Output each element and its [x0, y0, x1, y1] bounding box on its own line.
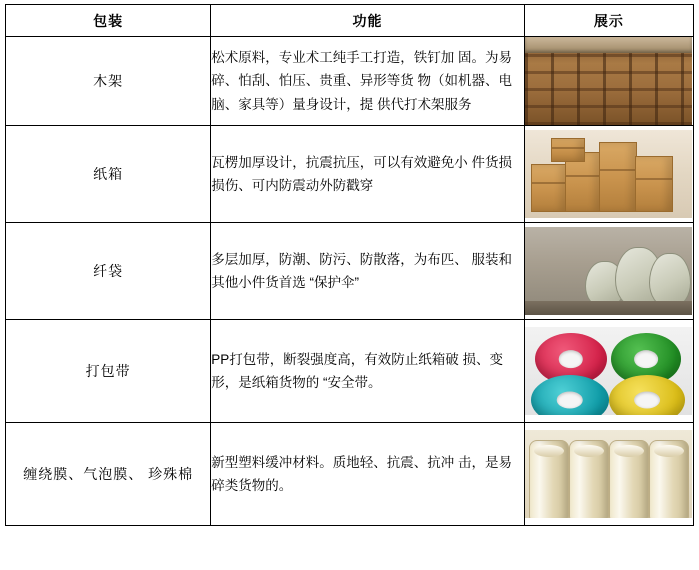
table-row [6, 223, 694, 320]
cell-packaging-display [524, 423, 693, 526]
cell-packaging-function: 多层加厚，防潮、防污、防散落，为布匹、 服装和其他小件货首选 “保护伞” [211, 223, 524, 320]
table-body [6, 37, 694, 526]
wooden-crate-photo [525, 37, 692, 125]
column-header-display: 展示 [524, 5, 693, 37]
table-row [6, 423, 694, 526]
cell-packaging-name: 缠绕膜、气泡膜、 珍殊棉 [6, 423, 211, 526]
cell-packaging-display [524, 223, 693, 320]
cell-packaging-name: 纤袋 [6, 223, 211, 320]
table-row [6, 37, 694, 126]
cell-packaging-function: 松术原料，专业术工纯手工打造，铁钉加 固。为易碎、怕刮、怕压、贵重、异形等货 物（如机器、电脑、家具等）量身设计，提 供代打术架服务 [211, 37, 524, 126]
strapping-coil-photo [525, 327, 692, 415]
cell-packaging-name: 纸箱 [6, 126, 211, 223]
cell-packaging-name: 打包带 [6, 320, 211, 423]
packaging-table [5, 4, 694, 526]
carton-box-photo [525, 130, 692, 218]
cell-packaging-function: 瓦楞加厚设计，抗震抗压，可以有效避免小 件货损损伤、可内防震动外防戳穿 [211, 126, 524, 223]
column-header-function: 功能 [211, 5, 524, 37]
woven-bag-photo [525, 227, 692, 315]
column-header-packaging: 包装 [6, 5, 211, 37]
table-row [6, 320, 694, 423]
table-header-row [6, 5, 694, 37]
cell-packaging-name: 木架 [6, 37, 211, 126]
table-header [6, 5, 694, 37]
cell-packaging-display [524, 126, 693, 223]
cell-packaging-function: 新型塑料缓冲材料。质地轻、抗震、抗冲 击，是易碎类货物的。 [211, 423, 524, 526]
table-row [6, 126, 694, 223]
cell-packaging-display [524, 320, 693, 423]
cell-packaging-function: PP打包带，断裂强度高，有效防止纸箱破 损、变形，是纸箱货物的 “安全带。 [211, 320, 524, 423]
stretch-film-photo [525, 430, 692, 518]
cell-packaging-display [524, 37, 693, 126]
